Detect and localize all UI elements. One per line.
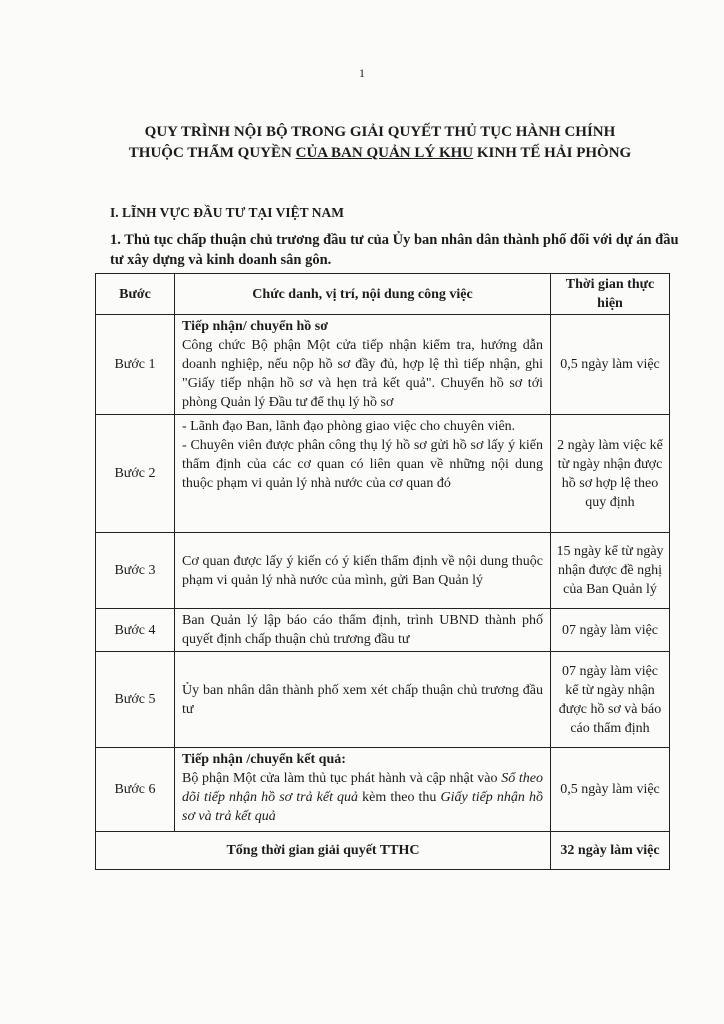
total-row [96, 832, 670, 870]
step-time: 07 ngày làm việc [551, 609, 670, 652]
header-step: Bước [96, 274, 175, 315]
step-content [175, 315, 551, 415]
step-label: Bước 3 [96, 533, 175, 609]
step-time: 07 ngày làm việc kể từ ngày nhận được hồ sơ và báo cáo thẩm định [551, 652, 670, 748]
total-time: 32 ngày làm việc [551, 832, 670, 870]
step-label: Bước 1 [96, 315, 175, 415]
title-line-2-start: THUỘC THẨM QUYỀN [128, 145, 296, 161]
step-text: Ban Quản lý lập báo cáo thẩm định, trình UBND thành phố quyết định chấp thuận chủ trương đầu tư [182, 613, 543, 647]
step-label: Bước 5 [96, 652, 175, 748]
step-content [175, 415, 551, 533]
title-line-2-end: KINH TẾ HẢI PHÒNG [473, 145, 632, 161]
table-row [96, 609, 670, 652]
step-time: 15 ngày kể từ ngày nhận được đề nghị của Ban Quản lý [551, 533, 670, 609]
document-title [60, 122, 700, 164]
table-row [96, 652, 670, 748]
section-heading: I. LĨNH VỰC ĐẦU TƯ TẠI VIỆT NAM [110, 205, 345, 220]
step-time: 2 ngày làm việc kể từ ngày nhận được hồ sơ hợp lệ theo quy định [551, 415, 670, 533]
header-content: Chức danh, vị trí, nội dung công việc [175, 274, 551, 315]
step-label: Bước 4 [96, 609, 175, 652]
step-time: 0,5 ngày làm việc [551, 748, 670, 832]
page-number: 1 [359, 66, 365, 80]
title-line-2 [60, 143, 700, 164]
step-time: 0,5 ngày làm việc [551, 315, 670, 415]
procedure-title: 1. Thủ tục chấp thuận chủ trương đầu tư của Ủy ban nhân dân thành phố đối với dự án đầu tư xây dựng và kinh doanh sân gôn. [110, 232, 679, 268]
step-text-italic-receipt: Giấy tiếp nhận hồ sơ và trả kết quả [182, 790, 543, 824]
title-line-1: QUY TRÌNH NỘI BỘ TRONG GIẢI QUYẾT THỦ TỤC HÀNH CHÍNH [144, 124, 616, 140]
step-text: Ủy ban nhân dân thành phố xem xét chấp thuận chủ trương đầu tư [182, 682, 543, 717]
step-text-middle: kèm theo thu [358, 790, 441, 805]
step-text-start: Bộ phận Một cửa làm thủ tục phát hành và cập nhật vào [182, 771, 502, 786]
table-header-row [96, 274, 670, 315]
step-text-italic-register: Sổ theo dõi tiếp nhận hồ sơ trả kết quả [182, 771, 544, 805]
step-label: Bước 6 [96, 748, 175, 832]
step-content [175, 652, 551, 748]
step-text-line-1: - Lãnh đạo Ban, lãnh đạo phòng giao việc cho chuyên viên. [182, 419, 516, 434]
step-text: Cơ quan được lấy ý kiến có ý kiến thẩm định về nội dung thuộc phạm vi quản lý nhà nước của mình, gửi Ban Quản lý [182, 553, 543, 588]
step-text: Công chức Bộ phận Một cửa tiếp nhận kiểm tra, hướng dẫn doanh nghiệp, nếu nộp hồ sơ đầy đủ, hợp lệ thì tiếp nhận, ghi "Giấy tiếp nhận hồ sơ và hẹn trả kết quả". Chuyển hồ sơ tới phòng Quản lý Đầu tư để thụ lý hồ sơ [182, 338, 543, 410]
step-label: Bước 2 [96, 415, 175, 533]
header-time: Thời gian thực hiện [551, 274, 670, 315]
step-heading: Tiếp nhận/ chuyển hồ sơ [182, 319, 328, 334]
step-heading: Tiếp nhận /chuyển kết quả: [182, 752, 346, 767]
total-label: Tổng thời gian giải quyết TTHC [96, 832, 551, 870]
step-content [175, 748, 551, 832]
title-line-2-underlined: CỦA BAN QUẢN LÝ KHU [295, 145, 474, 161]
table-row [96, 748, 670, 832]
procedure-steps-table [95, 273, 670, 870]
step-content [175, 609, 551, 652]
step-text [182, 769, 543, 826]
table-row [96, 315, 670, 415]
step-content [175, 533, 551, 609]
step-text-line-2: - Chuyên viên được phân công thụ lý hồ sơ gửi hồ sơ lấy ý kiến thẩm định của các cơ quan có liên quan về những nội dung thuộc phạm vi quản lý nhà nước của cơ quan đó [182, 438, 543, 491]
table-row [96, 415, 670, 533]
table-row [96, 533, 670, 609]
